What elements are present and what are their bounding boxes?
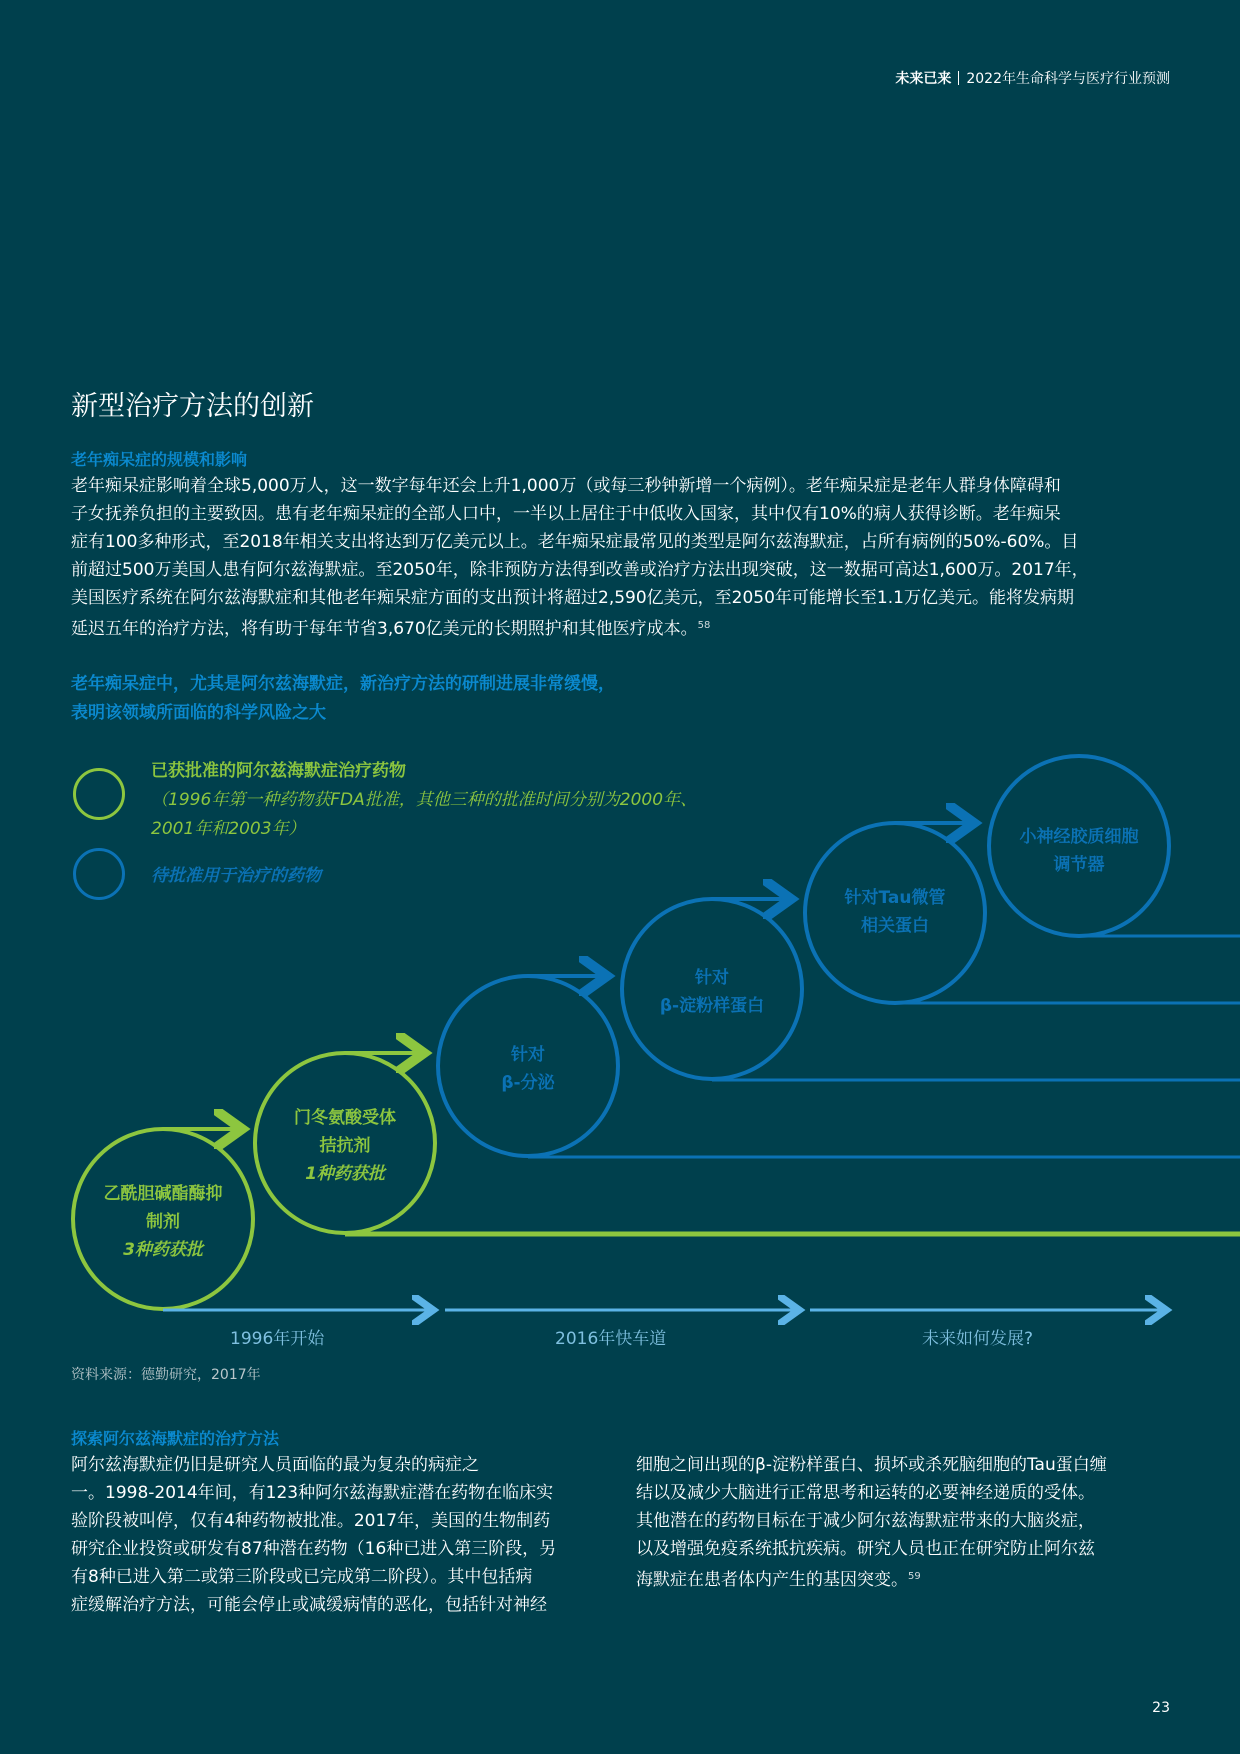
timeline-label: 未来如何发展?: [922, 1329, 1034, 1349]
section1-line: 美国医疗系统在阿尔兹海默症和其他老年痴呆症方面的支出预计将超过2,590亿美元，至2050年可能增长至1.1万亿美元。能将发病期: [71, 588, 1074, 608]
footnote-58: 58: [697, 620, 711, 631]
running-header: [895, 68, 1170, 88]
section2-line: 验阶段被叫停，仅有4种药物被批准。2017年，美国的生物制药: [71, 1511, 551, 1531]
section1-paragraph: [71, 472, 1181, 643]
footnote-59: 59: [908, 1571, 921, 1582]
timeline-label: 2016年快车道: [555, 1329, 667, 1349]
section1-line-last: 延迟五年的治疗方法，将有助于每年节省3,670亿美元的长期照护和其他医疗成本。$^{58}$: [71, 619, 711, 639]
section2-line: 有8种已进入第二或第三阶段或已完成第二阶段）。其中包括病: [71, 1567, 533, 1587]
section1-line: 症有100多种形式，至2018年相关支出将达到万亿美元以上。老年痴呆症最常见的类型是阿尔兹海默症，占所有病例的50%-60%。目: [71, 532, 1079, 552]
stage-label-microglia: 小神经胶质细胞 调节器: [1019, 827, 1139, 875]
stage-label-tau: 针对Tau微管 相关蛋白: [844, 888, 946, 936]
section2-line: 以及增强免疫系统抵抗疾病。研究人员也正在研究防止阿尔兹: [636, 1539, 1095, 1559]
header-brand: 未来已来: [895, 71, 952, 87]
section1-line: 子女抚养负担的主要致因。患有老年痴呆症的全部人口中，一半以上居住于中低收入国家，其中仅有10%的病人获得诊断。老年痴呆: [71, 504, 1061, 524]
section2-heading: 探索阿尔兹海默症的治疗方法: [71, 1429, 280, 1448]
callout-line: 老年痴呆症中，尤其是阿尔兹海默症，新治疗方法的研制进展非常缓慢，: [71, 674, 615, 694]
section2-line-last: 海默症在患者体内产生的基因突变。$^{59}$: [636, 1570, 921, 1590]
section1-heading: 老年痴呆症的规模和影响: [71, 450, 248, 469]
callout-line: 表明该领域所面临的科学风险之大: [71, 703, 326, 723]
source-note: 资料来源：德勤研究，2017年: [71, 1367, 261, 1383]
legend-approved-note: 2001年和2003年）: [151, 819, 306, 839]
section2-line: 症缓解治疗方法，可能会停止或减缓病情的恶化，包括针对神经: [71, 1595, 547, 1615]
header-divider: [958, 71, 959, 85]
section2-line: 研究企业投资或研发有87种潜在药物（16种已进入第三阶段，另: [71, 1539, 557, 1559]
section1-line: 前超过500万美国人患有阿尔兹海默症。至2050年，除非预防方法得到改善或治疗方法出现突破，这一数据可高达1,600万。2017年，: [71, 560, 1089, 580]
page-number: 23: [1152, 1700, 1170, 1716]
stage-label-nmda: 门冬氨酸受体 拮抗剂 1种药获批: [294, 1108, 396, 1184]
section2-line: 其他潜在的药物目标在于减少阿尔兹海默症带来的大脑炎症，: [636, 1511, 1095, 1531]
legend-approved-note: （1996年第一种药物获FDA批准，其他三种的批准时间分别为2000年、: [151, 790, 698, 810]
stage-label-beta-amyloid: 针对 β-淀粉样蛋白: [659, 968, 765, 1016]
timeline-label: 1996年开始: [230, 1329, 325, 1349]
section2-line: 细胞之间出现的β-淀粉样蛋白、损坏或杀死脑细胞的Tau蛋白缠: [636, 1455, 1107, 1475]
section2-line: 阿尔兹海默症仍旧是研究人员面临的最为复杂的病症之: [71, 1455, 479, 1475]
header-title: 2022年生命科学与医疗行业预测: [966, 71, 1170, 87]
callout: [71, 670, 615, 728]
section2-line: 一。1998-2014年间，有123种阿尔兹海默症潜在药物在临床实: [71, 1483, 554, 1503]
section2-left-column: [71, 1451, 611, 1619]
section2-line: 结以及减少大脑进行正常思考和运转的必要神经递质的受体。: [636, 1483, 1095, 1503]
legend-approved-title: 已获批准的阿尔兹海默症治疗药物: [151, 761, 406, 781]
section2-right-column: [636, 1451, 1181, 1594]
stage-label-acetylcholinesterase: 乙酰胆碱酯酶抑 制剂 3种药获批: [103, 1184, 223, 1260]
legend-pending: 待批准用于治疗的药物: [151, 866, 321, 886]
stage-label-beta-secretase: 针对 β-分泌: [501, 1045, 555, 1093]
section1-line: 老年痴呆症影响着全球5,000万人，这一数字每年还会上升1,000万（或每三秒钟新增一个病例）。老年痴呆症是老年人群身体障碍和: [71, 476, 1061, 496]
page-title: 新型治疗方法的创新: [71, 391, 314, 422]
